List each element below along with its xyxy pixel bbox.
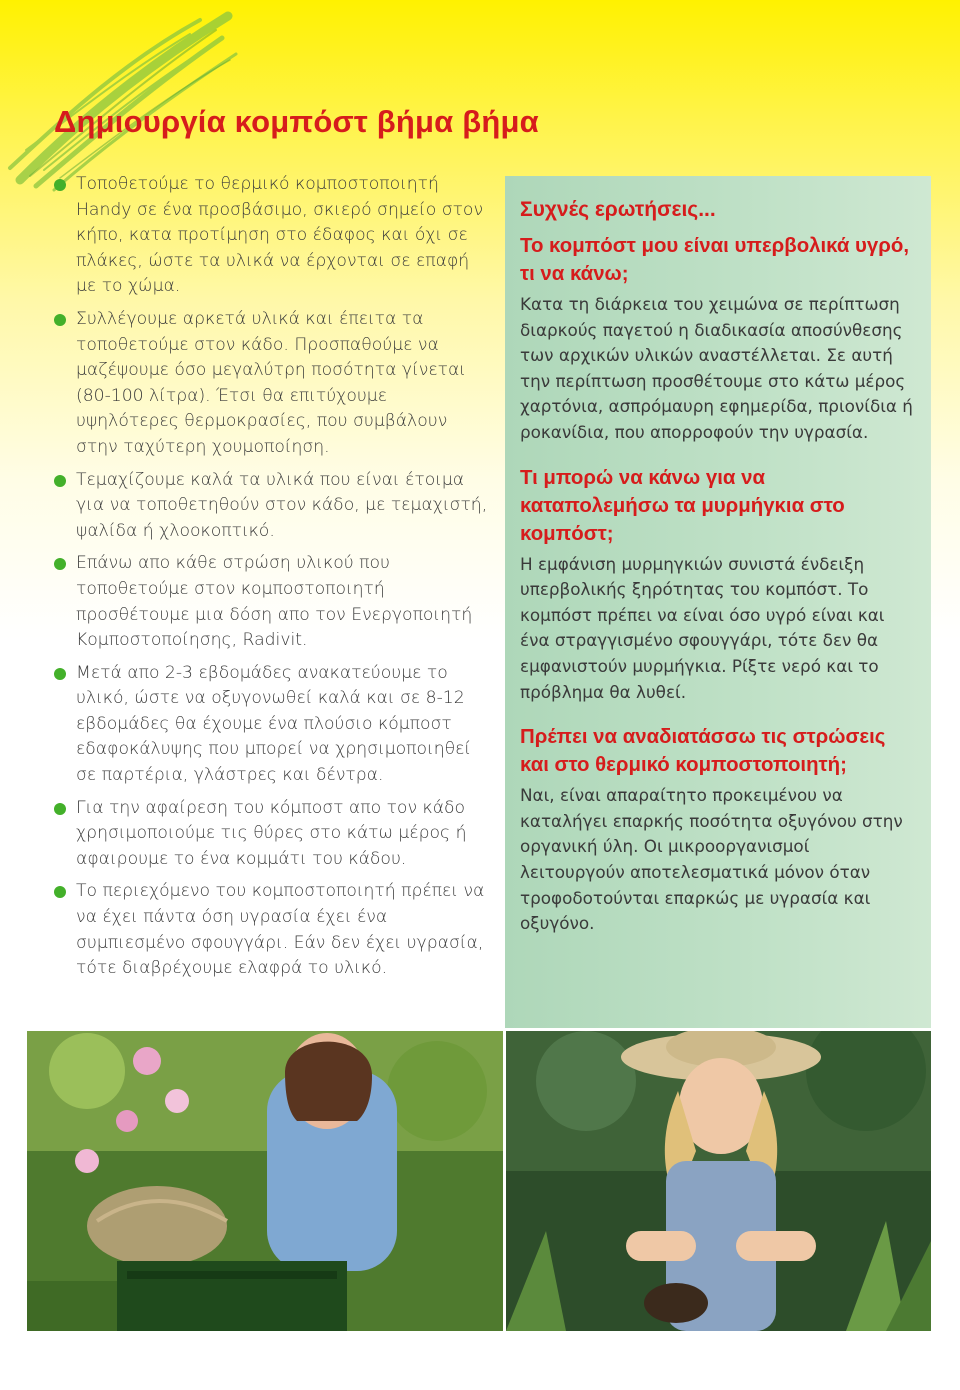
faq-question: Τι μπορώ να κάνω για να καταπολεμήσω τα μυρμήγκια στο κομπόστ;: [520, 466, 845, 545]
faq-box: [505, 176, 931, 1028]
step-item: [54, 879, 492, 981]
faq-question: Το κομπόστ μου είναι υπερβολικά υγρό, τι να κάνω;: [520, 235, 909, 285]
step-item: [54, 172, 492, 300]
step-text: Συλλέγουμε αρκετά υλικά και έπειτα τα τοποθετούμε στον κάδο. Προσπαθούμε να μαζέψουμε όσο μεγαλύτρη ποσότητα γίνεται (80-100 λίτρα). Έτσι θα επιτύχουμε υψηλότερες θερμοκρασίες, που συμβάλουν στην ταχύτερη χουμοποίηση.: [76, 308, 466, 457]
photo-woman-holding-compost: [506, 1031, 931, 1331]
green-brush-stroke-decoration: [0, 0, 240, 200]
step-item: [54, 796, 492, 873]
steps-list: [54, 172, 492, 989]
green-bullet-icon: [54, 179, 66, 191]
photo-woman-with-basket-at-compost-bin: [27, 1031, 503, 1331]
faq-answer: Η εμφάνιση μυρμηγκιών συνιστά ένδειξη υπερβολικής ξηρότητας του κομπόστ. Το κομπόστ πρέπει να είναι όσο υγρό είναι και ένα στραγγισμένο σφουγγάρι, τότε δεν θα εμφανιστούν μυρμήγκια. Ρίξτε νερό και το πρόβλημα θα λυθεί.: [520, 553, 885, 702]
step-item: [54, 307, 492, 461]
green-bullet-icon: [54, 886, 66, 898]
step-text: Το περιεχόμενο του κομποστοποιητή πρέπει να να έχει πάντα όση υγρασία έχει ένα συμπιεσμένο σφουγγάρι. Εάν δεν έχει υγρασία, τότε διαβρέχουμε ελαφρά το υλικό.: [76, 881, 485, 979]
page-title: Δημιουργία κομπόστ βήμα βήμα: [54, 104, 539, 139]
faq-title: Συχνές ερωτήσεις...: [520, 198, 716, 221]
step-text: Για την αφαίρεση του κόμποστ απο τον κάδο χρησιμοποιούμε τις θύρες στο κάτω μέρος ή αφαιρουμε το ένα κομμάτι του κάδου.: [76, 797, 467, 869]
step-text: Τοποθετούμε το θερμικό κομποστοποιητή Handy σε ένα προσβάσιμο, σκιερό σημείο στον κήπο, κατα προτίμηση στο έδαφος και όχι σε πλάκες, ώστε τα υλικά να έρχονται σε επαφή με το χώμα.: [76, 174, 484, 297]
green-bullet-icon: [54, 558, 66, 570]
step-item: [54, 661, 492, 789]
green-bullet-icon: [54, 475, 66, 487]
faq-question: Πρέπει να αναδιατάσσω τις στρώσεις και στο θερμικό κομποστοποιητή;: [520, 726, 886, 777]
step-text: Τεμαχίζουμε καλά τα υλικά που είναι έτοιμα για να τοποθετηθούν στον κάδο, με τεμαχιστή, ψαλίδα ή χλοοκοπτικό.: [76, 469, 488, 541]
step-item: [54, 551, 492, 653]
step-item: [54, 468, 492, 545]
green-bullet-icon: [54, 668, 66, 680]
step-text: Μετά απο 2-3 εβδομάδες ανακατεύουμε το υλικό, ώστε να οξυγονωθεί καλά και σε 8-12 εβδομάδες θα έχουμε ένα πλούσιο κόμποστ εδαφοκάλυψης που μπορεί να χρησιμοποιηθεί σε παρτέρια, γλάστρες και δέντρα.: [76, 662, 472, 786]
faq-answer: Κατα τη διάρκεια του χειμώνα σε περίπτωση διαρκούς παγετού η διαδικασία αποσύνθεσης των αρχικών υλικών αναστέλλεται. Σε αυτή την περίπτωση προσθέτουμε στο κάτω μέρος χαρτόνια, ασπρόμαυρη εφημερίδα, πριονίδια ή ροκανίδια, που απορροφούν την υγρασία.: [520, 294, 913, 442]
step-text: Επάνω απο κάθε στρώση υλικού που τοποθετούμε στον κομποστοποιητή προσθέτουμε μια δόση απο τον Ενεργοποιητή Κομποστοποίησης, Radivit.: [76, 553, 473, 651]
green-bullet-icon: [54, 803, 66, 815]
faq-answer: Ναι, είναι απαραίτητο προκειμένου να καταλήγει επαρκής ποσότητα οξυγόνου στην οργανική ύλη. Οι μικροοργανισμοί λειτουργούν αποτελεσματικά μόνον όταν τροφοδοτούνται επαρκώς με υγρασία και οξυγόνο.: [520, 785, 903, 934]
green-bullet-icon: [54, 314, 66, 326]
